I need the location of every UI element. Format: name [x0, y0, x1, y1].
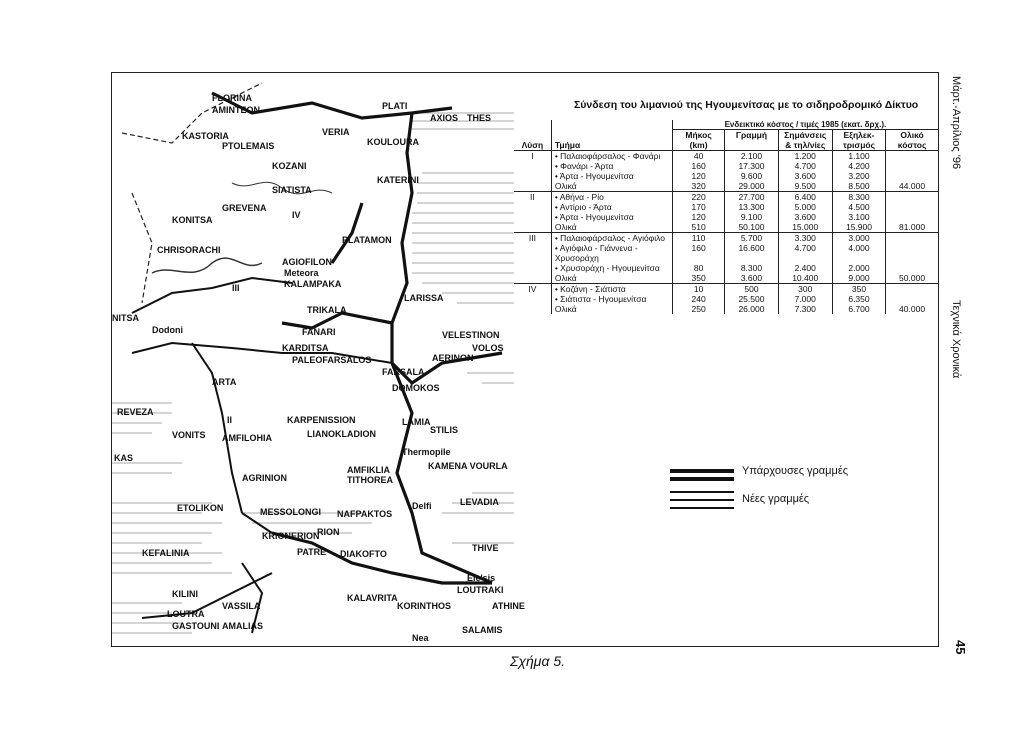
map-label-dodoni: Dodoni	[152, 325, 183, 335]
cell-mikos: 240	[672, 294, 725, 304]
map-label-agrinion: AGRINION	[242, 473, 287, 483]
cell-tmima: Ολικά	[551, 304, 672, 314]
map-label-kalavrita: KALAVRITA	[347, 593, 398, 603]
figure-frame	[111, 72, 939, 647]
cell-tmima: • Κοζάνη - Σιάτιστα	[551, 284, 672, 295]
map-label-fanari: FANARI	[302, 327, 336, 337]
map-label-platamon: PLATAMON	[342, 235, 392, 245]
table-row	[514, 222, 938, 233]
cell-mikos: 170	[672, 202, 725, 212]
table-row	[514, 212, 938, 222]
cell-grammi: 2.100	[725, 151, 778, 162]
map-label-stilis: STILIS	[430, 425, 459, 435]
header-cost-group: Ενδεικτικό κόστος / τιμές 1985 (εκατ. δρχ.).	[672, 120, 938, 130]
cell-exilek: 350	[832, 284, 885, 295]
railway-map	[112, 73, 525, 646]
table-row	[514, 233, 938, 244]
map-label-salamis: SALAMIS	[462, 625, 503, 635]
cell-simanseis: 6.400	[778, 192, 832, 203]
header-grammi: Γραμμή	[725, 130, 778, 151]
map-label-velestinon: VELESTINON	[442, 330, 500, 340]
table-row	[514, 192, 938, 203]
map-label-kastoria: KASTORIA	[182, 131, 229, 141]
cell-lusi: I	[514, 151, 551, 162]
cell-exilek: 3.000	[832, 233, 885, 244]
cell-oliko	[886, 171, 938, 181]
map-label-messolongi: MESSOLONGI	[260, 507, 322, 517]
border-line-2	[132, 193, 152, 303]
cell-exilek: 4.000	[832, 243, 885, 263]
cell-exilek: 6.700	[832, 304, 885, 314]
cell-grammi: 25.500	[725, 294, 778, 304]
cell-simanseis: 300	[778, 284, 832, 295]
map-label-kalampaka: KALAMPAKA	[284, 279, 342, 289]
cell-grammi: 9.600	[725, 171, 778, 181]
cell-simanseis: 9.500	[778, 181, 832, 192]
map-label-koulouria: KOULOURA	[367, 137, 419, 147]
map-label-volos: VOLOS	[472, 343, 504, 353]
cell-mikos: 10	[672, 284, 725, 295]
cell-grammi: 16.600	[725, 243, 778, 263]
cell-simanseis: 3.600	[778, 212, 832, 222]
cell-oliko	[886, 294, 938, 304]
cell-tmima: • Παλαιοφάρσαλος - Αγιόφιλο	[551, 233, 672, 244]
map-label-loutraki: LOUTRAKI	[457, 585, 504, 595]
header-simanseis: Σημάνσεις & τηλ/νίες	[778, 130, 832, 151]
cell-tmima: Ολικά	[551, 273, 672, 284]
cell-mikos: 110	[672, 233, 725, 244]
cell-exilek: 3.200	[832, 171, 885, 181]
cell-exilek: 1.100	[832, 151, 885, 162]
table-header-top	[514, 120, 938, 130]
table-row	[514, 171, 938, 181]
cell-tmima: • Χρυσοράχη - Ηγουμενίτσα	[551, 263, 672, 273]
cell-grammi: 13.300	[725, 202, 778, 212]
map-label-trikala: TRIKALA	[307, 305, 347, 315]
cell-simanseis: 7.300	[778, 304, 832, 314]
cost-table	[514, 120, 938, 314]
map-label-amalias: AMALIAS	[222, 621, 263, 631]
map-label-nea: Nea	[412, 633, 429, 643]
cell-oliko: 44.000	[886, 181, 938, 192]
legend-existing-label: Υπάρχουσες γραμμές	[742, 465, 849, 477]
map-label-florina: FLORINA	[212, 93, 252, 103]
map-label-chrisorachi: CHRISORACHI	[157, 245, 221, 255]
legend-line-existing-2	[670, 477, 734, 481]
cell-exilek: 9.000	[832, 273, 885, 284]
cell-mikos: 160	[672, 161, 725, 171]
cell-oliko	[886, 233, 938, 244]
map-label-amfilohia: AMFILOHIA	[222, 433, 272, 443]
cell-simanseis: 15.000	[778, 222, 832, 233]
map-label-arta: ARTA	[212, 377, 237, 387]
header-exilek: Εξηλεκ- τρισμός	[832, 130, 885, 151]
cell-exilek: 4.500	[832, 202, 885, 212]
map-label-loutra: LOUTRA	[167, 609, 205, 619]
cell-lusi	[514, 212, 551, 222]
cell-lusi: II	[514, 192, 551, 203]
map-label-krionerion: KRIONERION	[262, 531, 320, 541]
cell-grammi: 27.700	[725, 192, 778, 203]
table-row	[514, 284, 938, 295]
map-label-kozani: KOZANI	[272, 161, 307, 171]
map-label-lianokladion: LIANOKLADION	[307, 429, 376, 439]
header-mikos: Μήκος (km)	[672, 130, 725, 151]
cell-lusi: III	[514, 233, 551, 244]
map-label-vonits: VONITS	[172, 430, 206, 440]
map-label-meteora: Meteora	[284, 268, 319, 278]
cell-tmima: • Σιάτιστα - Ηγουμενίτσα	[551, 294, 672, 304]
cell-oliko	[886, 192, 938, 203]
cell-mikos: 250	[672, 304, 725, 314]
cell-lusi	[514, 304, 551, 314]
map-label-konitsa: KONITSA	[172, 215, 213, 225]
map-label-kefalinia: KEFALINIA	[142, 548, 190, 558]
figure-caption: Σχήμα 5.	[510, 653, 566, 669]
map-label-karditsa: KARDITSA	[282, 343, 329, 353]
cell-mikos: 120	[672, 171, 725, 181]
cell-mikos: 350	[672, 273, 725, 284]
map-label-nitsa: NITSA	[112, 313, 139, 323]
cell-exilek: 6.350	[832, 294, 885, 304]
cell-grammi: 8.300	[725, 263, 778, 273]
cell-mikos: 120	[672, 212, 725, 222]
map-route-number-iii: III	[232, 283, 240, 293]
cell-tmima: • Αντίριο - Άρτα	[551, 202, 672, 212]
cell-simanseis: 4.700	[778, 161, 832, 171]
map-label-kilini: KILINI	[172, 589, 198, 599]
side-date: Μάρτ.-Απρίλιος '96	[950, 76, 962, 170]
map-label-athine: ATHINE	[492, 601, 525, 611]
cell-exilek: 8.300	[832, 192, 885, 203]
table-row	[514, 263, 938, 273]
cell-lusi	[514, 273, 551, 284]
cell-grammi: 9.100	[725, 212, 778, 222]
cell-simanseis: 4.700	[778, 243, 832, 263]
cell-tmima: • Φανάρι - Άρτα	[551, 161, 672, 171]
cell-simanseis: 5.000	[778, 202, 832, 212]
map-label-axios: AXIOS	[430, 113, 459, 123]
cell-oliko	[886, 284, 938, 295]
cell-exilek: 4.200	[832, 161, 885, 171]
table-row	[514, 304, 938, 314]
map-label-amfiklia: AMFIKLIA	[347, 465, 390, 475]
map-label-aminteon: AMINTEON	[212, 105, 260, 115]
cell-oliko: 40.000	[886, 304, 938, 314]
cell-lusi	[514, 161, 551, 171]
map-label-thermopile: Thermopile	[402, 447, 451, 457]
map-label-diakofto: DIAKOFTO	[340, 549, 387, 559]
cell-lusi	[514, 294, 551, 304]
map-label-larissa: LARISSA	[404, 293, 444, 303]
cell-lusi	[514, 243, 551, 263]
cell-mikos: 160	[672, 243, 725, 263]
map-label-farsala: FARSALA	[382, 367, 425, 377]
legend-line-new-1	[670, 491, 734, 493]
cell-oliko	[886, 263, 938, 273]
cell-grammi: 26.000	[725, 304, 778, 314]
map-label-patre: PATRE	[297, 547, 327, 557]
map-label-rion: RION	[317, 527, 340, 537]
cell-simanseis: 3.300	[778, 233, 832, 244]
cell-simanseis: 7.000	[778, 294, 832, 304]
cell-exilek: 8.500	[832, 181, 885, 192]
cell-grammi: 50.100	[725, 222, 778, 233]
header-tmima: Τμήμα	[551, 120, 672, 151]
cell-grammi: 29.000	[725, 181, 778, 192]
cell-oliko	[886, 243, 938, 263]
cell-lusi	[514, 181, 551, 192]
cell-lusi	[514, 202, 551, 212]
cost-table-area	[514, 73, 938, 403]
map-label-siatista: SIATISTA	[272, 185, 312, 195]
table-body	[514, 151, 938, 315]
map-label-preveza: REVEZA	[117, 407, 154, 417]
cell-tmima: • Αθήνα - Ρίο	[551, 192, 672, 203]
cell-lusi: IV	[514, 284, 551, 295]
cell-oliko: 50.000	[886, 273, 938, 284]
map-legend	[670, 465, 930, 605]
table-title: Σύνδεση του λιμανιού της Ηγουμενίτσας με το σιδηροδρομικό Δίκτυο	[574, 99, 919, 111]
table-row	[514, 243, 938, 263]
map-label-paleofarsalos: PALEOFARSALOS	[292, 355, 372, 365]
map-label-karpenission: KARPENISSION	[287, 415, 356, 425]
cell-mikos: 510	[672, 222, 725, 233]
map-label-domokos: DOMOKOS	[392, 383, 440, 393]
table-row	[514, 161, 938, 171]
map-label-veria: VERIA	[322, 127, 350, 137]
cell-grammi: 3.600	[725, 273, 778, 284]
cell-exilek: 2.000	[832, 263, 885, 273]
map-label-etolikon: ETOLIKON	[177, 503, 224, 513]
map-label-plati: PLATI	[382, 101, 408, 111]
cell-lusi	[514, 171, 551, 181]
map-label-aerinon: AERINON	[432, 353, 474, 363]
map-label-agiofilon: AGIOFILON	[282, 257, 332, 267]
cell-simanseis: 10.400	[778, 273, 832, 284]
legend-line-new-2	[670, 499, 734, 501]
cell-mikos: 320	[672, 181, 725, 192]
river	[152, 258, 262, 273]
map-label-delfi: Delfi	[412, 501, 432, 511]
cell-tmima: • Αγιόφιλο - Γιάννενα - Χρυσοράχη	[551, 243, 672, 263]
cell-grammi: 17.300	[725, 161, 778, 171]
map-label-thes: THES	[467, 113, 492, 123]
map-label-kas: KAS	[114, 453, 134, 463]
map-route-number-iv: IV	[292, 210, 301, 220]
cell-oliko	[886, 202, 938, 212]
map-label-thive: THIVE	[472, 543, 499, 553]
legend-new-label: Νέες γραμμές	[742, 493, 810, 505]
page-number: 45	[953, 640, 968, 655]
cell-tmima: • Παλαιοφάρσαλος - Φανάρι	[551, 151, 672, 162]
map-label-korinthos: KORINTHOS	[397, 601, 451, 611]
map-label-kamena-vourla: KAMENA VOURLA	[428, 461, 508, 471]
map-label-eleusis: Ele'sis	[467, 573, 496, 583]
table-row	[514, 181, 938, 192]
header-lusi: Λύση	[514, 120, 551, 151]
cell-tmima: Ολικά	[551, 181, 672, 192]
legend-line-existing-1	[670, 469, 734, 473]
map-label-levadia: LEVADIA	[460, 497, 499, 507]
map-label-ptolemais: PTOLEMAIS	[222, 141, 275, 151]
table-row	[514, 273, 938, 284]
cell-oliko: 81.000	[886, 222, 938, 233]
cell-mikos: 40	[672, 151, 725, 162]
cell-mikos: 80	[672, 263, 725, 273]
side-journal: Τεχνικά Χρονικά	[950, 300, 962, 379]
table-row	[514, 294, 938, 304]
map-label-lamia: LAMIA	[402, 417, 431, 427]
map-label-katerini: KATERINI	[377, 175, 419, 185]
cell-lusi	[514, 263, 551, 273]
map-route-number-ii: II	[227, 415, 233, 425]
cell-lusi	[514, 222, 551, 233]
map-svg	[112, 73, 525, 646]
table-row	[514, 151, 938, 162]
cell-simanseis: 3.600	[778, 171, 832, 181]
cell-exilek: 15.900	[832, 222, 885, 233]
legend-line-new-3	[670, 507, 734, 509]
cell-simanseis: 1.200	[778, 151, 832, 162]
map-label-grevena: GREVENA	[222, 203, 267, 213]
cell-exilek: 3.100	[832, 212, 885, 222]
map-label-tithorea: TITHOREA	[347, 475, 393, 485]
cell-tmima: Ολικά	[551, 222, 672, 233]
cell-tmima: • Άρτα - Ηγουμενίτσα	[551, 171, 672, 181]
cell-grammi: 5.700	[725, 233, 778, 244]
cell-tmima: • Άρτα - Ηγουμενίτσα	[551, 212, 672, 222]
cell-oliko	[886, 151, 938, 162]
table-row	[514, 202, 938, 212]
cell-simanseis: 2.400	[778, 263, 832, 273]
map-label-vassila: VASSILA	[222, 601, 261, 611]
map-label-gastouni: GASTOUNI	[172, 621, 220, 631]
cell-oliko	[886, 161, 938, 171]
header-oliko: Ολικό κόστος	[886, 130, 938, 151]
cell-oliko	[886, 212, 938, 222]
cell-grammi: 500	[725, 284, 778, 295]
cell-mikos: 220	[672, 192, 725, 203]
map-label-nafpaktos: NAFPAKTOS	[337, 509, 393, 519]
